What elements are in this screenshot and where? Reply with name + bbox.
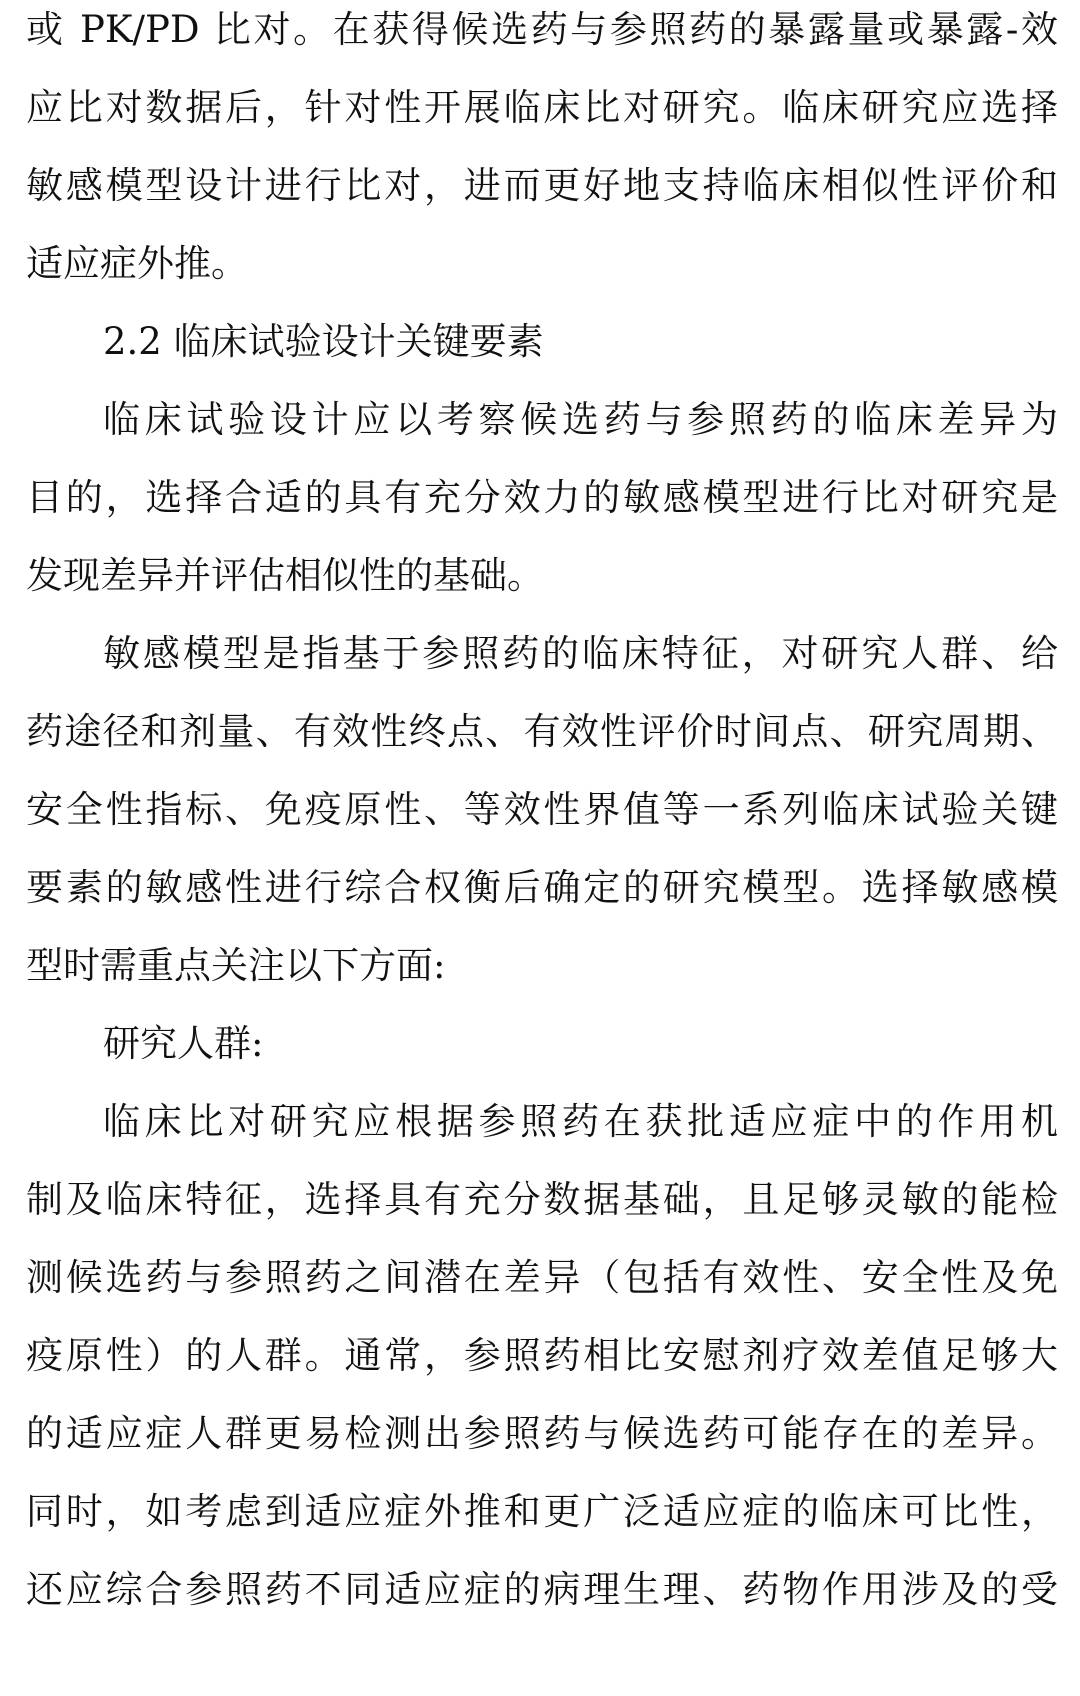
section-heading: 2.2 临床试验设计关键要素 — [103, 320, 544, 363]
text-line: 要素的敏感性进行综合权衡后确定的研究模型。选择敏感模 — [26, 866, 1058, 909]
text-line: 应比对数据后，针对性开展临床比对研究。临床研究应选择 — [26, 86, 1058, 129]
text-line: 发现差异并评估相似性的基础。 — [26, 554, 544, 597]
text-line: 测候选药与参照药之间潜在差异（包括有效性、安全性及免 — [26, 1256, 1058, 1299]
text-line: 药途径和剂量、有效性终点、有效性评价时间点、研究周期、 — [26, 710, 1058, 753]
text-line: 适应症外推。 — [26, 242, 248, 285]
subsection-heading: 研究人群: — [103, 1022, 264, 1065]
text-line: 敏感模型设计进行比对，进而更好地支持临床相似性评价和 — [26, 164, 1058, 207]
text-line: 疫原性）的人群。通常，参照药相比安慰剂疗效差值足够大 — [26, 1334, 1058, 1377]
text-line: 制及临床特征，选择具有充分数据基础，且足够灵敏的能检 — [26, 1178, 1058, 1221]
text-line: 临床比对研究应根据参照药在获批适应症中的作用机 — [103, 1100, 1058, 1143]
text-line: 目的，选择合适的具有充分效力的敏感模型进行比对研究是 — [26, 476, 1058, 519]
text-line: 的适应症人群更易检测出参照药与候选药可能存在的差异。 — [26, 1412, 1058, 1455]
text-line: 型时需重点关注以下方面: — [26, 944, 446, 987]
text-line: 安全性指标、免疫原性、等效性界值等一系列临床试验关键 — [26, 788, 1058, 831]
text-line: 或 PK/PD 比对。在获得候选药与参照药的暴露量或暴露-效 — [26, 8, 1058, 51]
text-line: 临床试验设计应以考察候选药与参照药的临床差异为 — [103, 398, 1058, 441]
text-line: 敏感模型是指基于参照药的临床特征，对研究人群、给 — [103, 632, 1058, 675]
text-line: 还应综合参照药不同适应症的病理生理、药物作用涉及的受 — [26, 1568, 1058, 1611]
text-line: 同时，如考虑到适应症外推和更广泛适应症的临床可比性， — [26, 1490, 1058, 1533]
